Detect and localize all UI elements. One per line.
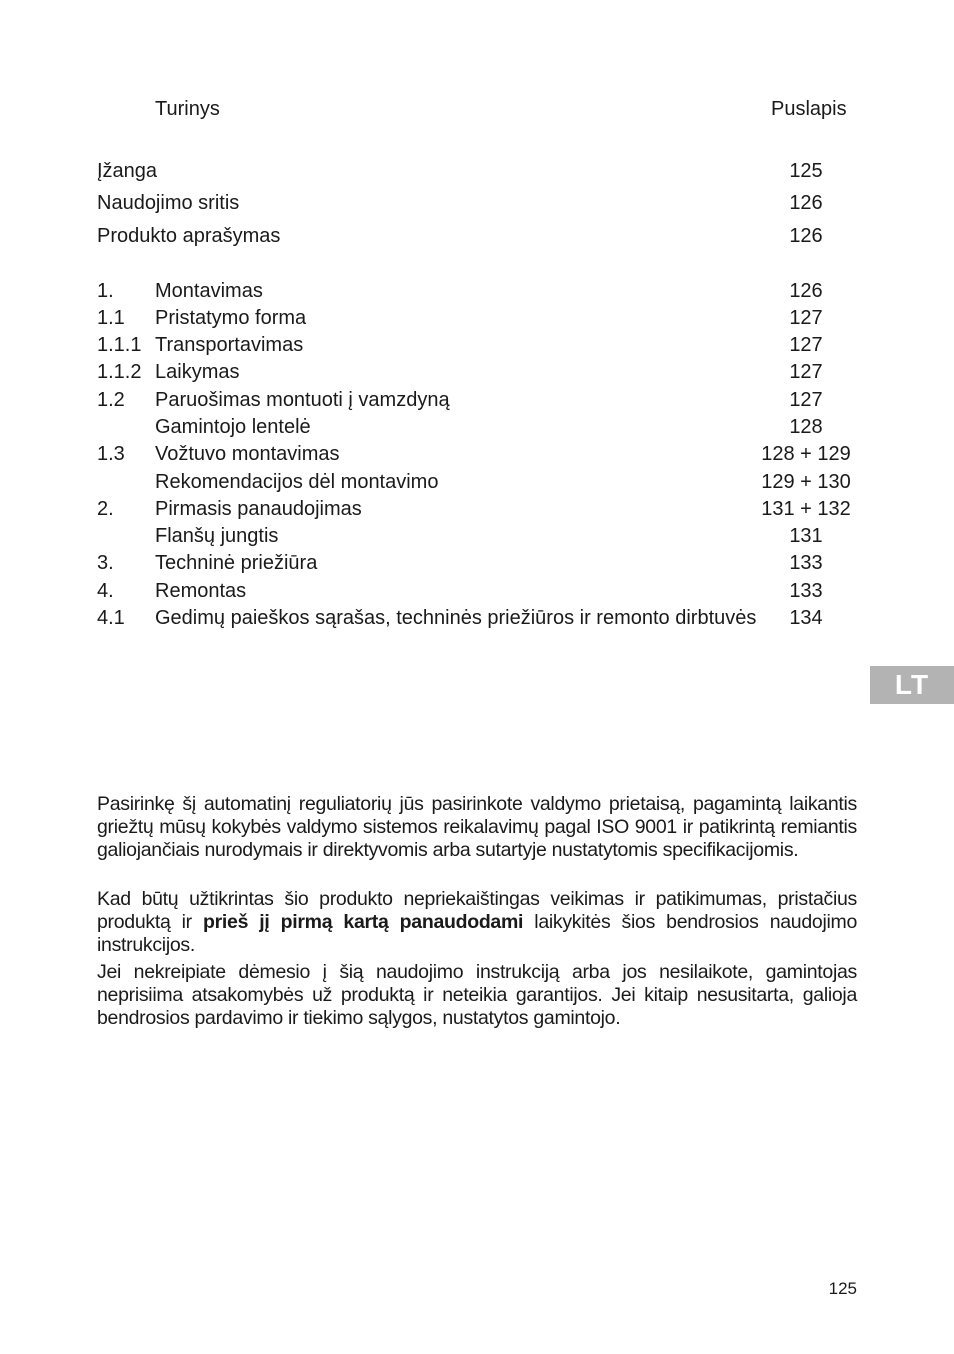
toc-heading-page: Puslapis — [771, 98, 847, 120]
toc-row-page: 127 — [789, 389, 823, 411]
toc-row-number: 3. — [97, 552, 114, 574]
toc-row-page: 131 — [789, 525, 823, 547]
toc-row — [0, 190, 954, 216]
toc-row-title: Remontas — [155, 580, 247, 602]
toc-row — [0, 578, 954, 604]
toc-row-number: 2. — [97, 498, 114, 520]
page-number: 125 — [828, 1279, 857, 1298]
toc-row-number: 1.1.1 — [97, 334, 142, 356]
toc-row-title: Flanšų jungtis — [155, 525, 279, 547]
toc-row-title: Transportavimas — [155, 334, 304, 356]
toc-row — [0, 523, 954, 549]
toc-row-title: Įžanga — [97, 160, 158, 182]
toc-row-number: 4.1 — [97, 607, 125, 629]
toc-row — [0, 278, 954, 304]
toc-row — [0, 359, 954, 385]
toc-row-title: Techninė priežiūra — [155, 552, 318, 574]
paragraph-text: laikykitės šios bendrosios naudojimo instrukcijos. — [97, 911, 857, 956]
toc-row — [0, 550, 954, 576]
toc-row-page: 126 — [789, 225, 823, 247]
toc-row-title: Gamintojo lentelė — [155, 416, 311, 438]
toc-row-number: 1.1.2 — [97, 361, 142, 383]
toc-row-title: Vožtuvo montavimas — [155, 443, 340, 465]
toc-row-title: Pirmasis panaudojimas — [155, 498, 362, 520]
toc-row-title: Laikymas — [155, 361, 240, 383]
toc-header — [0, 98, 954, 122]
toc-row — [0, 496, 954, 522]
toc-row-title: Paruošimas montuoti į vamzdyną — [155, 389, 450, 411]
toc-row-page: 133 — [789, 580, 823, 602]
toc-heading-contents: Turinys — [155, 98, 220, 120]
toc-row-title: Gedimų paieškos sąrašas, techninės priežiūros ir remonto dirbtuvės — [155, 607, 757, 629]
paragraph-bold-text: prieš jį pirmą kartą panaudodami — [203, 911, 524, 933]
toc-row — [0, 223, 954, 249]
toc-row-title: Montavimas — [155, 280, 263, 302]
language-tab: LT — [870, 666, 954, 704]
toc-row-page: 131 + 132 — [761, 498, 851, 520]
toc-row — [0, 441, 954, 467]
toc-row — [0, 414, 954, 440]
toc-row-number: 1.2 — [97, 389, 125, 411]
toc-row — [0, 605, 954, 631]
toc-row-page: 127 — [789, 307, 823, 329]
toc-row-page: 126 — [789, 280, 823, 302]
paragraph-text: Kad būtų užtikrintas šio produkto nepriekaištingas veikimas ir patikimumas, pristačius produktą ir — [97, 888, 857, 933]
body-paragraph-1: Pasirinkę šį automatinį reguliatorių jūs pasirinkote valdymo prietaisą, pagamintą laikantis griežtų mūsų kokybės valdymo sistemos reikalavimų pagal ISO 9001 ir patikrintą remiantis galiojančiais nurodymais ir direktyvomis arba sutartyje nustatytomis specifikacijomis. — [97, 793, 857, 861]
toc-row-page: 126 — [789, 192, 823, 214]
toc-row — [0, 387, 954, 413]
toc-row — [0, 305, 954, 331]
toc-row-number: 4. — [97, 580, 114, 602]
toc-row-page: 127 — [789, 334, 823, 356]
toc-row — [0, 469, 954, 495]
toc-row-page: 134 — [789, 607, 823, 629]
toc-row — [0, 332, 954, 358]
toc-row-page: 129 + 130 — [761, 471, 851, 493]
body-paragraph-2 — [97, 888, 857, 957]
toc-row-number: 1. — [97, 280, 114, 302]
toc-row-title: Produkto aprašymas — [97, 225, 281, 247]
toc-row-page: 133 — [789, 552, 823, 574]
toc-row-number: 1.1 — [97, 307, 125, 329]
toc-row-title: Naudojimo sritis — [97, 192, 240, 214]
body-paragraph-3: Jei nekreipiate dėmesio į šią naudojimo instrukciją arba jos nesilaikote, gamintojas neprisiima atsakomybės už produktą ir neteikia garantijos. Jei kitaip nesusitarta, galioja bendrosios pardavimo ir tiekimo sąlygos, nustatytos gamintojo. — [97, 961, 857, 1029]
toc-row-number: 1.3 — [97, 443, 125, 465]
toc-row-page: 125 — [789, 160, 823, 182]
toc-row-page: 128 — [789, 416, 823, 438]
toc-row-page: 127 — [789, 361, 823, 383]
toc-row-title: Pristatymo forma — [155, 307, 307, 329]
toc-row-page: 128 + 129 — [761, 443, 851, 465]
toc-row-title: Rekomendacijos dėl montavimo — [155, 471, 439, 493]
toc-row — [0, 158, 954, 184]
